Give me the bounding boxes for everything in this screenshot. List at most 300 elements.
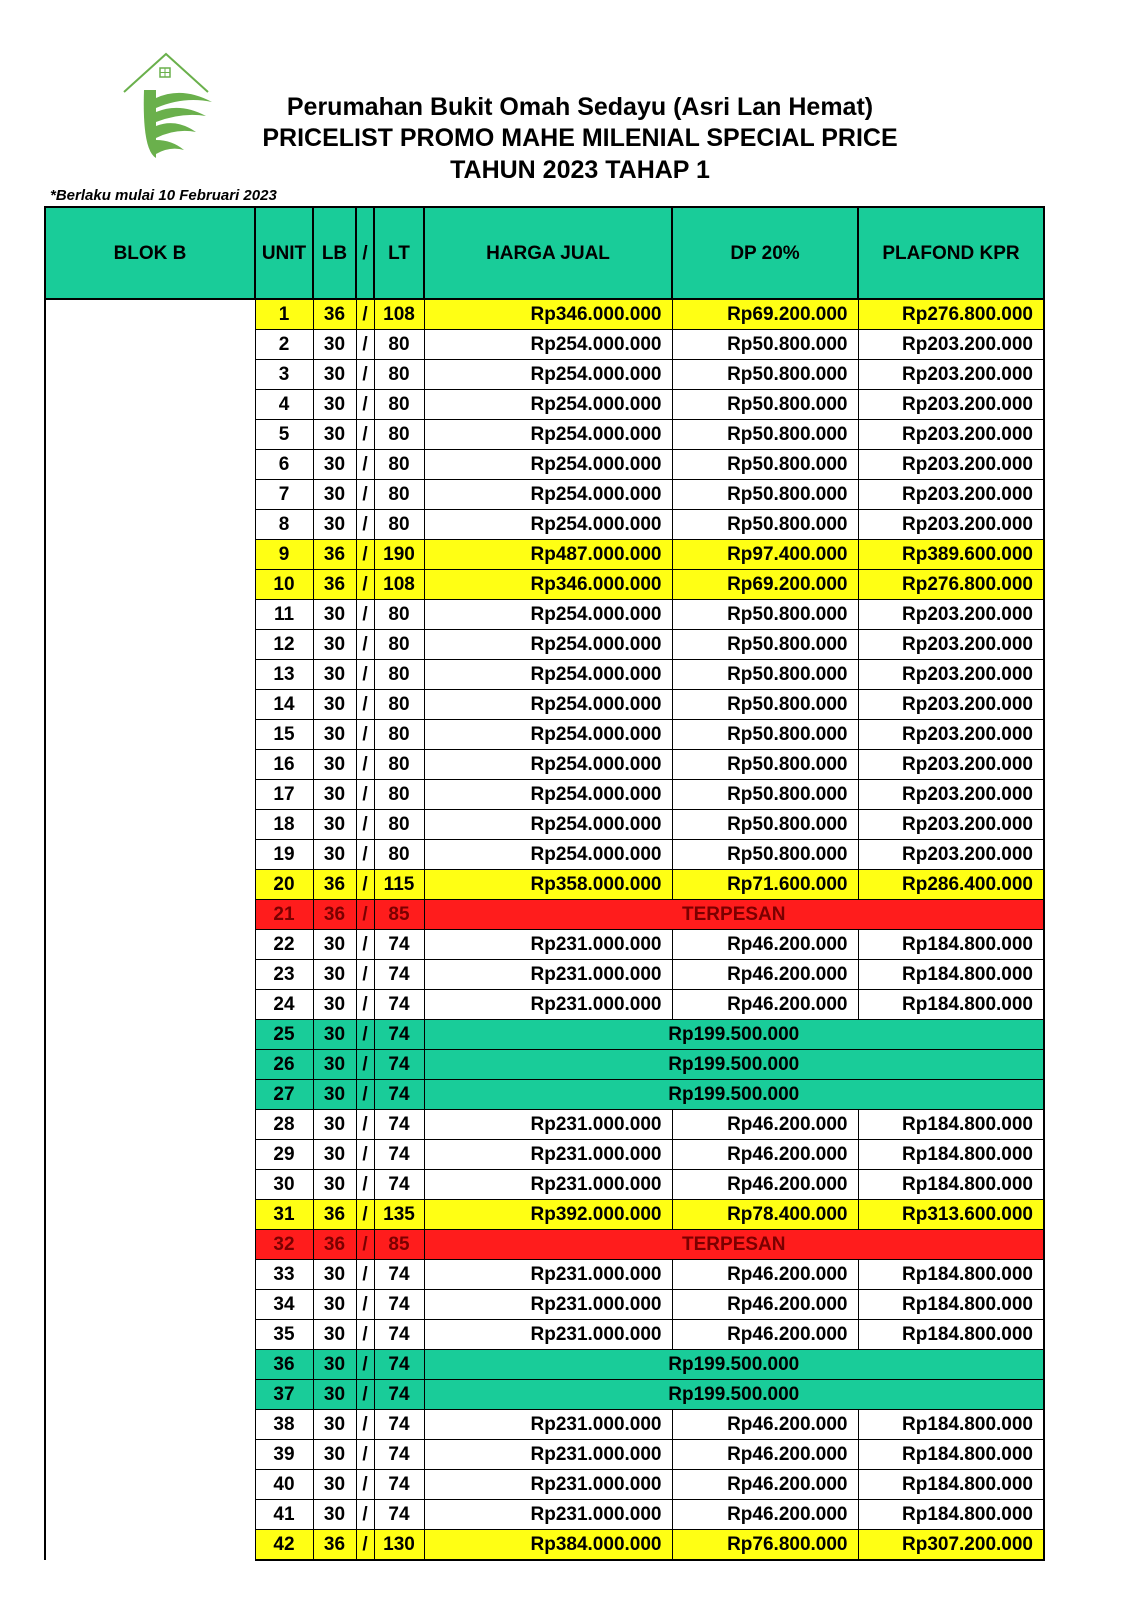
separator-cell: / xyxy=(356,660,374,690)
dp-cell: Rp50.800.000 xyxy=(672,630,858,660)
unit-cell: 4 xyxy=(255,390,313,420)
plafond-kpr-cell: Rp203.200.000 xyxy=(858,780,1044,810)
separator-cell: / xyxy=(356,1200,374,1230)
harga-jual-cell: Rp254.000.000 xyxy=(424,690,672,720)
separator-cell: / xyxy=(356,870,374,900)
dp-cell: Rp46.200.000 xyxy=(672,1140,858,1170)
plafond-kpr-cell: Rp184.800.000 xyxy=(858,930,1044,960)
separator-cell: / xyxy=(356,690,374,720)
unit-cell: 17 xyxy=(255,780,313,810)
lb-cell: 30 xyxy=(313,990,356,1020)
separator-cell: / xyxy=(356,540,374,570)
lb-cell: 36 xyxy=(313,870,356,900)
plafond-kpr-cell: Rp307.200.000 xyxy=(858,1530,1044,1561)
unit-cell: 3 xyxy=(255,360,313,390)
price-list-body xyxy=(45,299,1044,1560)
plafond-kpr-cell: Rp203.200.000 xyxy=(858,690,1044,720)
unit-cell: 41 xyxy=(255,1500,313,1530)
harga-jual-cell: Rp254.000.000 xyxy=(424,450,672,480)
separator-cell: / xyxy=(356,330,374,360)
unit-cell: 18 xyxy=(255,810,313,840)
separator-cell: / xyxy=(356,1350,374,1380)
dp-cell: Rp78.400.000 xyxy=(672,1200,858,1230)
lt-cell: 80 xyxy=(374,360,424,390)
logo-leaf-4 xyxy=(156,140,184,154)
dp-cell: Rp46.200.000 xyxy=(672,1320,858,1350)
lb-cell: 30 xyxy=(313,960,356,990)
dp-cell: Rp46.200.000 xyxy=(672,1500,858,1530)
dp-cell: Rp46.200.000 xyxy=(672,1290,858,1320)
plafond-kpr-cell: Rp203.200.000 xyxy=(858,450,1044,480)
lt-cell: 74 xyxy=(374,1470,424,1500)
unit-cell: 12 xyxy=(255,630,313,660)
unit-cell: 38 xyxy=(255,1410,313,1440)
lt-cell: 85 xyxy=(374,1230,424,1260)
lt-cell: 115 xyxy=(374,870,424,900)
harga-jual-cell: Rp487.000.000 xyxy=(424,540,672,570)
separator-cell: / xyxy=(356,299,374,330)
lt-cell: 74 xyxy=(374,1170,424,1200)
unit-cell: 16 xyxy=(255,750,313,780)
lt-cell: 85 xyxy=(374,900,424,930)
lb-cell: 30 xyxy=(313,810,356,840)
separator-cell: / xyxy=(356,1500,374,1530)
plafond-kpr-cell: Rp184.800.000 xyxy=(858,1260,1044,1290)
lb-cell: 30 xyxy=(313,780,356,810)
separator-cell: / xyxy=(356,420,374,450)
lb-cell: 30 xyxy=(313,1380,356,1410)
unit-cell: 28 xyxy=(255,1110,313,1140)
unit-cell: 26 xyxy=(255,1050,313,1080)
harga-jual-cell: Rp231.000.000 xyxy=(424,990,672,1020)
separator-cell: / xyxy=(356,570,374,600)
lt-cell: 74 xyxy=(374,1050,424,1080)
logo-letter-stem xyxy=(144,90,156,158)
harga-jual-cell: Rp254.000.000 xyxy=(424,510,672,540)
lt-cell: 190 xyxy=(374,540,424,570)
separator-cell: / xyxy=(356,630,374,660)
dp-cell: Rp50.800.000 xyxy=(672,750,858,780)
dp-cell: Rp46.200.000 xyxy=(672,1260,858,1290)
dp-cell: Rp50.800.000 xyxy=(672,660,858,690)
lt-cell: 80 xyxy=(374,660,424,690)
unit-cell: 34 xyxy=(255,1290,313,1320)
lt-cell: 74 xyxy=(374,1290,424,1320)
lb-cell: 36 xyxy=(313,1200,356,1230)
dp-cell: Rp71.600.000 xyxy=(672,870,858,900)
unit-cell: 1 xyxy=(255,299,313,330)
plafond-kpr-cell: Rp203.200.000 xyxy=(858,630,1044,660)
lb-cell: 30 xyxy=(313,1020,356,1050)
unit-cell: 5 xyxy=(255,420,313,450)
dp-cell: Rp76.800.000 xyxy=(672,1530,858,1561)
lt-cell: 74 xyxy=(374,1020,424,1050)
special-price-cell: Rp199.500.000 xyxy=(424,1080,1044,1110)
unit-cell: 19 xyxy=(255,840,313,870)
separator-cell: / xyxy=(356,1140,374,1170)
separator-cell: / xyxy=(356,720,374,750)
special-price-cell: Rp199.500.000 xyxy=(424,1020,1044,1050)
harga-jual-cell: Rp254.000.000 xyxy=(424,630,672,660)
harga-jual-cell: Rp231.000.000 xyxy=(424,1410,672,1440)
separator-cell: / xyxy=(356,1230,374,1260)
plafond-kpr-cell: Rp203.200.000 xyxy=(858,600,1044,630)
col-header-blok: BLOK B xyxy=(45,207,255,299)
lb-cell: 30 xyxy=(313,1290,356,1320)
plafond-kpr-cell: Rp203.200.000 xyxy=(858,750,1044,780)
separator-cell: / xyxy=(356,750,374,780)
dp-cell: Rp50.800.000 xyxy=(672,480,858,510)
unit-cell: 8 xyxy=(255,510,313,540)
lb-cell: 30 xyxy=(313,930,356,960)
lb-cell: 30 xyxy=(313,420,356,450)
unit-cell: 11 xyxy=(255,600,313,630)
unit-cell: 13 xyxy=(255,660,313,690)
dp-cell: Rp50.800.000 xyxy=(672,510,858,540)
lb-cell: 30 xyxy=(313,1080,356,1110)
unit-cell: 24 xyxy=(255,990,313,1020)
separator-cell: / xyxy=(356,1320,374,1350)
harga-jual-cell: Rp231.000.000 xyxy=(424,1140,672,1170)
dp-cell: Rp50.800.000 xyxy=(672,420,858,450)
harga-jual-cell: Rp254.000.000 xyxy=(424,480,672,510)
harga-jual-cell: Rp392.000.000 xyxy=(424,1200,672,1230)
dp-cell: Rp50.800.000 xyxy=(672,720,858,750)
plafond-kpr-cell: Rp184.800.000 xyxy=(858,1470,1044,1500)
lb-cell: 30 xyxy=(313,390,356,420)
harga-jual-cell: Rp254.000.000 xyxy=(424,810,672,840)
harga-jual-cell: Rp231.000.000 xyxy=(424,930,672,960)
unit-cell: 21 xyxy=(255,900,313,930)
col-header-plafond: PLAFOND KPR xyxy=(858,207,1044,299)
separator-cell: / xyxy=(356,390,374,420)
unit-cell: 30 xyxy=(255,1170,313,1200)
dp-cell: Rp46.200.000 xyxy=(672,930,858,960)
dp-cell: Rp46.200.000 xyxy=(672,1440,858,1470)
unit-cell: 42 xyxy=(255,1530,313,1561)
col-header-dp: DP 20% xyxy=(672,207,858,299)
col-header-harga: HARGA JUAL xyxy=(424,207,672,299)
dp-cell: Rp50.800.000 xyxy=(672,780,858,810)
unit-cell: 15 xyxy=(255,720,313,750)
lb-cell: 30 xyxy=(313,510,356,540)
harga-jual-cell: Rp231.000.000 xyxy=(424,1290,672,1320)
harga-jual-cell: Rp346.000.000 xyxy=(424,570,672,600)
harga-jual-cell: Rp231.000.000 xyxy=(424,960,672,990)
dp-cell: Rp50.800.000 xyxy=(672,330,858,360)
lb-cell: 30 xyxy=(313,1470,356,1500)
harga-jual-cell: Rp254.000.000 xyxy=(424,390,672,420)
unit-cell: 22 xyxy=(255,930,313,960)
lt-cell: 80 xyxy=(374,750,424,780)
unit-cell: 2 xyxy=(255,330,313,360)
plafond-kpr-cell: Rp203.200.000 xyxy=(858,360,1044,390)
unit-cell: 40 xyxy=(255,1470,313,1500)
lb-cell: 36 xyxy=(313,1230,356,1260)
plafond-kpr-cell: Rp184.800.000 xyxy=(858,1170,1044,1200)
harga-jual-cell: Rp254.000.000 xyxy=(424,420,672,450)
unit-cell: 23 xyxy=(255,960,313,990)
unit-cell: 6 xyxy=(255,450,313,480)
separator-cell: / xyxy=(356,1260,374,1290)
harga-jual-cell: Rp254.000.000 xyxy=(424,360,672,390)
dp-cell: Rp97.400.000 xyxy=(672,540,858,570)
title-line-2: PRICELIST PROMO MAHE MILENIAL SPECIAL PRICE xyxy=(262,124,898,152)
col-header-sep: / xyxy=(356,207,374,299)
separator-cell: / xyxy=(356,1440,374,1470)
unit-cell: 39 xyxy=(255,1440,313,1470)
separator-cell: / xyxy=(356,1020,374,1050)
plafond-kpr-cell: Rp276.800.000 xyxy=(858,570,1044,600)
unit-cell: 29 xyxy=(255,1140,313,1170)
dp-cell: Rp50.800.000 xyxy=(672,390,858,420)
separator-cell: / xyxy=(356,600,374,630)
lb-cell: 30 xyxy=(313,1350,356,1380)
lt-cell: 80 xyxy=(374,510,424,540)
validity-note: *Berlaku mulai 10 Februari 2023 xyxy=(50,187,277,204)
harga-jual-cell: Rp231.000.000 xyxy=(424,1500,672,1530)
lb-cell: 30 xyxy=(313,720,356,750)
lb-cell: 30 xyxy=(313,330,356,360)
lt-cell: 74 xyxy=(374,1440,424,1470)
col-header-lb: LB xyxy=(313,207,356,299)
separator-cell: / xyxy=(356,1050,374,1080)
lb-cell: 30 xyxy=(313,1170,356,1200)
unit-cell: 35 xyxy=(255,1320,313,1350)
title-line-3: TAHUN 2023 TAHAP 1 xyxy=(450,156,710,184)
special-price-cell: Rp199.500.000 xyxy=(424,1350,1044,1380)
unit-cell: 37 xyxy=(255,1380,313,1410)
harga-jual-cell: Rp384.000.000 xyxy=(424,1530,672,1561)
unit-cell: 36 xyxy=(255,1350,313,1380)
dp-cell: Rp46.200.000 xyxy=(672,1170,858,1200)
reserved-status-cell: TERPESAN xyxy=(424,900,1044,930)
plafond-kpr-cell: Rp203.200.000 xyxy=(858,480,1044,510)
lt-cell: 74 xyxy=(374,1080,424,1110)
special-price-cell: Rp199.500.000 xyxy=(424,1050,1044,1080)
lt-cell: 80 xyxy=(374,630,424,660)
lb-cell: 36 xyxy=(313,540,356,570)
unit-cell: 14 xyxy=(255,690,313,720)
lb-cell: 30 xyxy=(313,630,356,660)
plafond-kpr-cell: Rp184.800.000 xyxy=(858,990,1044,1020)
separator-cell: / xyxy=(356,1170,374,1200)
lt-cell: 74 xyxy=(374,930,424,960)
harga-jual-cell: Rp231.000.000 xyxy=(424,1110,672,1140)
dp-cell: Rp50.800.000 xyxy=(672,360,858,390)
plafond-kpr-cell: Rp184.800.000 xyxy=(858,1410,1044,1440)
lt-cell: 80 xyxy=(374,780,424,810)
col-header-unit: UNIT xyxy=(255,207,313,299)
separator-cell: / xyxy=(356,930,374,960)
separator-cell: / xyxy=(356,810,374,840)
separator-cell: / xyxy=(356,990,374,1020)
lb-cell: 30 xyxy=(313,450,356,480)
plafond-kpr-cell: Rp203.200.000 xyxy=(858,810,1044,840)
unit-cell: 10 xyxy=(255,570,313,600)
lb-cell: 30 xyxy=(313,660,356,690)
harga-jual-cell: Rp254.000.000 xyxy=(424,660,672,690)
separator-cell: / xyxy=(356,510,374,540)
dp-cell: Rp50.800.000 xyxy=(672,840,858,870)
separator-cell: / xyxy=(356,480,374,510)
lt-cell: 74 xyxy=(374,1260,424,1290)
lb-cell: 30 xyxy=(313,600,356,630)
plafond-kpr-cell: Rp203.200.000 xyxy=(858,660,1044,690)
plafond-kpr-cell: Rp203.200.000 xyxy=(858,330,1044,360)
lt-cell: 80 xyxy=(374,480,424,510)
dp-cell: Rp46.200.000 xyxy=(672,960,858,990)
unit-cell: 7 xyxy=(255,480,313,510)
harga-jual-cell: Rp254.000.000 xyxy=(424,840,672,870)
plafond-kpr-cell: Rp286.400.000 xyxy=(858,870,1044,900)
lt-cell: 80 xyxy=(374,330,424,360)
lt-cell: 80 xyxy=(374,450,424,480)
logo-leaf-3 xyxy=(156,123,196,138)
lt-cell: 108 xyxy=(374,299,424,330)
separator-cell: / xyxy=(356,450,374,480)
lb-cell: 30 xyxy=(313,1110,356,1140)
lt-cell: 80 xyxy=(374,720,424,750)
plafond-kpr-cell: Rp313.600.000 xyxy=(858,1200,1044,1230)
lt-cell: 80 xyxy=(374,810,424,840)
lb-cell: 36 xyxy=(313,299,356,330)
lb-cell: 30 xyxy=(313,1320,356,1350)
plafond-kpr-cell: Rp276.800.000 xyxy=(858,299,1044,330)
lt-cell: 80 xyxy=(374,600,424,630)
separator-cell: / xyxy=(356,1110,374,1140)
col-header-lt: LT xyxy=(374,207,424,299)
harga-jual-cell: Rp254.000.000 xyxy=(424,720,672,750)
lb-cell: 30 xyxy=(313,480,356,510)
lt-cell: 108 xyxy=(374,570,424,600)
dp-cell: Rp46.200.000 xyxy=(672,1110,858,1140)
lt-cell: 130 xyxy=(374,1530,424,1561)
harga-jual-cell: Rp254.000.000 xyxy=(424,750,672,780)
logo-leaf-2 xyxy=(156,108,206,122)
plafond-kpr-cell: Rp203.200.000 xyxy=(858,420,1044,450)
plafond-kpr-cell: Rp184.800.000 xyxy=(858,1500,1044,1530)
separator-cell: / xyxy=(356,1290,374,1320)
lb-cell: 30 xyxy=(313,840,356,870)
plafond-kpr-cell: Rp184.800.000 xyxy=(858,1140,1044,1170)
header-row xyxy=(45,207,1044,299)
harga-jual-cell: Rp231.000.000 xyxy=(424,1170,672,1200)
harga-jual-cell: Rp231.000.000 xyxy=(424,1320,672,1350)
lb-cell: 30 xyxy=(313,1500,356,1530)
lt-cell: 80 xyxy=(374,690,424,720)
dp-cell: Rp50.800.000 xyxy=(672,690,858,720)
unit-cell: 32 xyxy=(255,1230,313,1260)
lb-cell: 36 xyxy=(313,1530,356,1561)
dp-cell: Rp46.200.000 xyxy=(672,1410,858,1440)
harga-jual-cell: Rp254.000.000 xyxy=(424,600,672,630)
plafond-kpr-cell: Rp389.600.000 xyxy=(858,540,1044,570)
blok-column-cell xyxy=(45,299,255,1560)
separator-cell: / xyxy=(356,900,374,930)
lb-cell: 30 xyxy=(313,1140,356,1170)
title-line-1: Perumahan Bukit Omah Sedayu (Asri Lan Hemat) xyxy=(286,93,874,121)
harga-jual-cell: Rp231.000.000 xyxy=(424,1440,672,1470)
plafond-kpr-cell: Rp184.800.000 xyxy=(858,1290,1044,1320)
lb-cell: 30 xyxy=(313,1260,356,1290)
unit-cell: 20 xyxy=(255,870,313,900)
dp-cell: Rp69.200.000 xyxy=(672,570,858,600)
lb-cell: 36 xyxy=(313,570,356,600)
lb-cell: 30 xyxy=(313,1440,356,1470)
special-price-cell: Rp199.500.000 xyxy=(424,1380,1044,1410)
separator-cell: / xyxy=(356,1380,374,1410)
harga-jual-cell: Rp346.000.000 xyxy=(424,299,672,330)
separator-cell: / xyxy=(356,360,374,390)
unit-cell: 27 xyxy=(255,1080,313,1110)
plafond-kpr-cell: Rp203.200.000 xyxy=(858,390,1044,420)
separator-cell: / xyxy=(356,780,374,810)
price-list-table xyxy=(44,206,1045,1561)
lt-cell: 74 xyxy=(374,990,424,1020)
lt-cell: 74 xyxy=(374,1320,424,1350)
dp-cell: Rp50.800.000 xyxy=(672,450,858,480)
harga-jual-cell: Rp358.000.000 xyxy=(424,870,672,900)
harga-jual-cell: Rp254.000.000 xyxy=(424,780,672,810)
plafond-kpr-cell: Rp184.800.000 xyxy=(858,1320,1044,1350)
separator-cell: / xyxy=(356,960,374,990)
plafond-kpr-cell: Rp184.800.000 xyxy=(858,960,1044,990)
lt-cell: 74 xyxy=(374,1410,424,1440)
separator-cell: / xyxy=(356,1530,374,1561)
dp-cell: Rp46.200.000 xyxy=(672,1470,858,1500)
lb-cell: 30 xyxy=(313,360,356,390)
dp-cell: Rp69.200.000 xyxy=(672,299,858,330)
dp-cell: Rp46.200.000 xyxy=(672,990,858,1020)
dp-cell: Rp50.800.000 xyxy=(672,600,858,630)
unit-cell: 25 xyxy=(255,1020,313,1050)
lb-cell: 30 xyxy=(313,1050,356,1080)
table-row xyxy=(45,299,1044,330)
plafond-kpr-cell: Rp184.800.000 xyxy=(858,1440,1044,1470)
lt-cell: 74 xyxy=(374,1110,424,1140)
unit-cell: 31 xyxy=(255,1200,313,1230)
lb-cell: 36 xyxy=(313,900,356,930)
harga-jual-cell: Rp254.000.000 xyxy=(424,330,672,360)
lt-cell: 80 xyxy=(374,390,424,420)
lt-cell: 74 xyxy=(374,1350,424,1380)
plafond-kpr-cell: Rp184.800.000 xyxy=(858,1110,1044,1140)
harga-jual-cell: Rp231.000.000 xyxy=(424,1260,672,1290)
unit-cell: 33 xyxy=(255,1260,313,1290)
plafond-kpr-cell: Rp203.200.000 xyxy=(858,840,1044,870)
reserved-status-cell: TERPESAN xyxy=(424,1230,1044,1260)
lb-cell: 30 xyxy=(313,750,356,780)
separator-cell: / xyxy=(356,1080,374,1110)
separator-cell: / xyxy=(356,1410,374,1440)
separator-cell: / xyxy=(356,1470,374,1500)
separator-cell: / xyxy=(356,840,374,870)
lb-cell: 30 xyxy=(313,690,356,720)
harga-jual-cell: Rp231.000.000 xyxy=(424,1470,672,1500)
lt-cell: 74 xyxy=(374,1140,424,1170)
plafond-kpr-cell: Rp203.200.000 xyxy=(858,510,1044,540)
lt-cell: 74 xyxy=(374,1380,424,1410)
lt-cell: 74 xyxy=(374,960,424,990)
dp-cell: Rp50.800.000 xyxy=(672,810,858,840)
lt-cell: 74 xyxy=(374,1500,424,1530)
plafond-kpr-cell: Rp203.200.000 xyxy=(858,720,1044,750)
lb-cell: 30 xyxy=(313,1410,356,1440)
lt-cell: 135 xyxy=(374,1200,424,1230)
unit-cell: 9 xyxy=(255,540,313,570)
lt-cell: 80 xyxy=(374,420,424,450)
